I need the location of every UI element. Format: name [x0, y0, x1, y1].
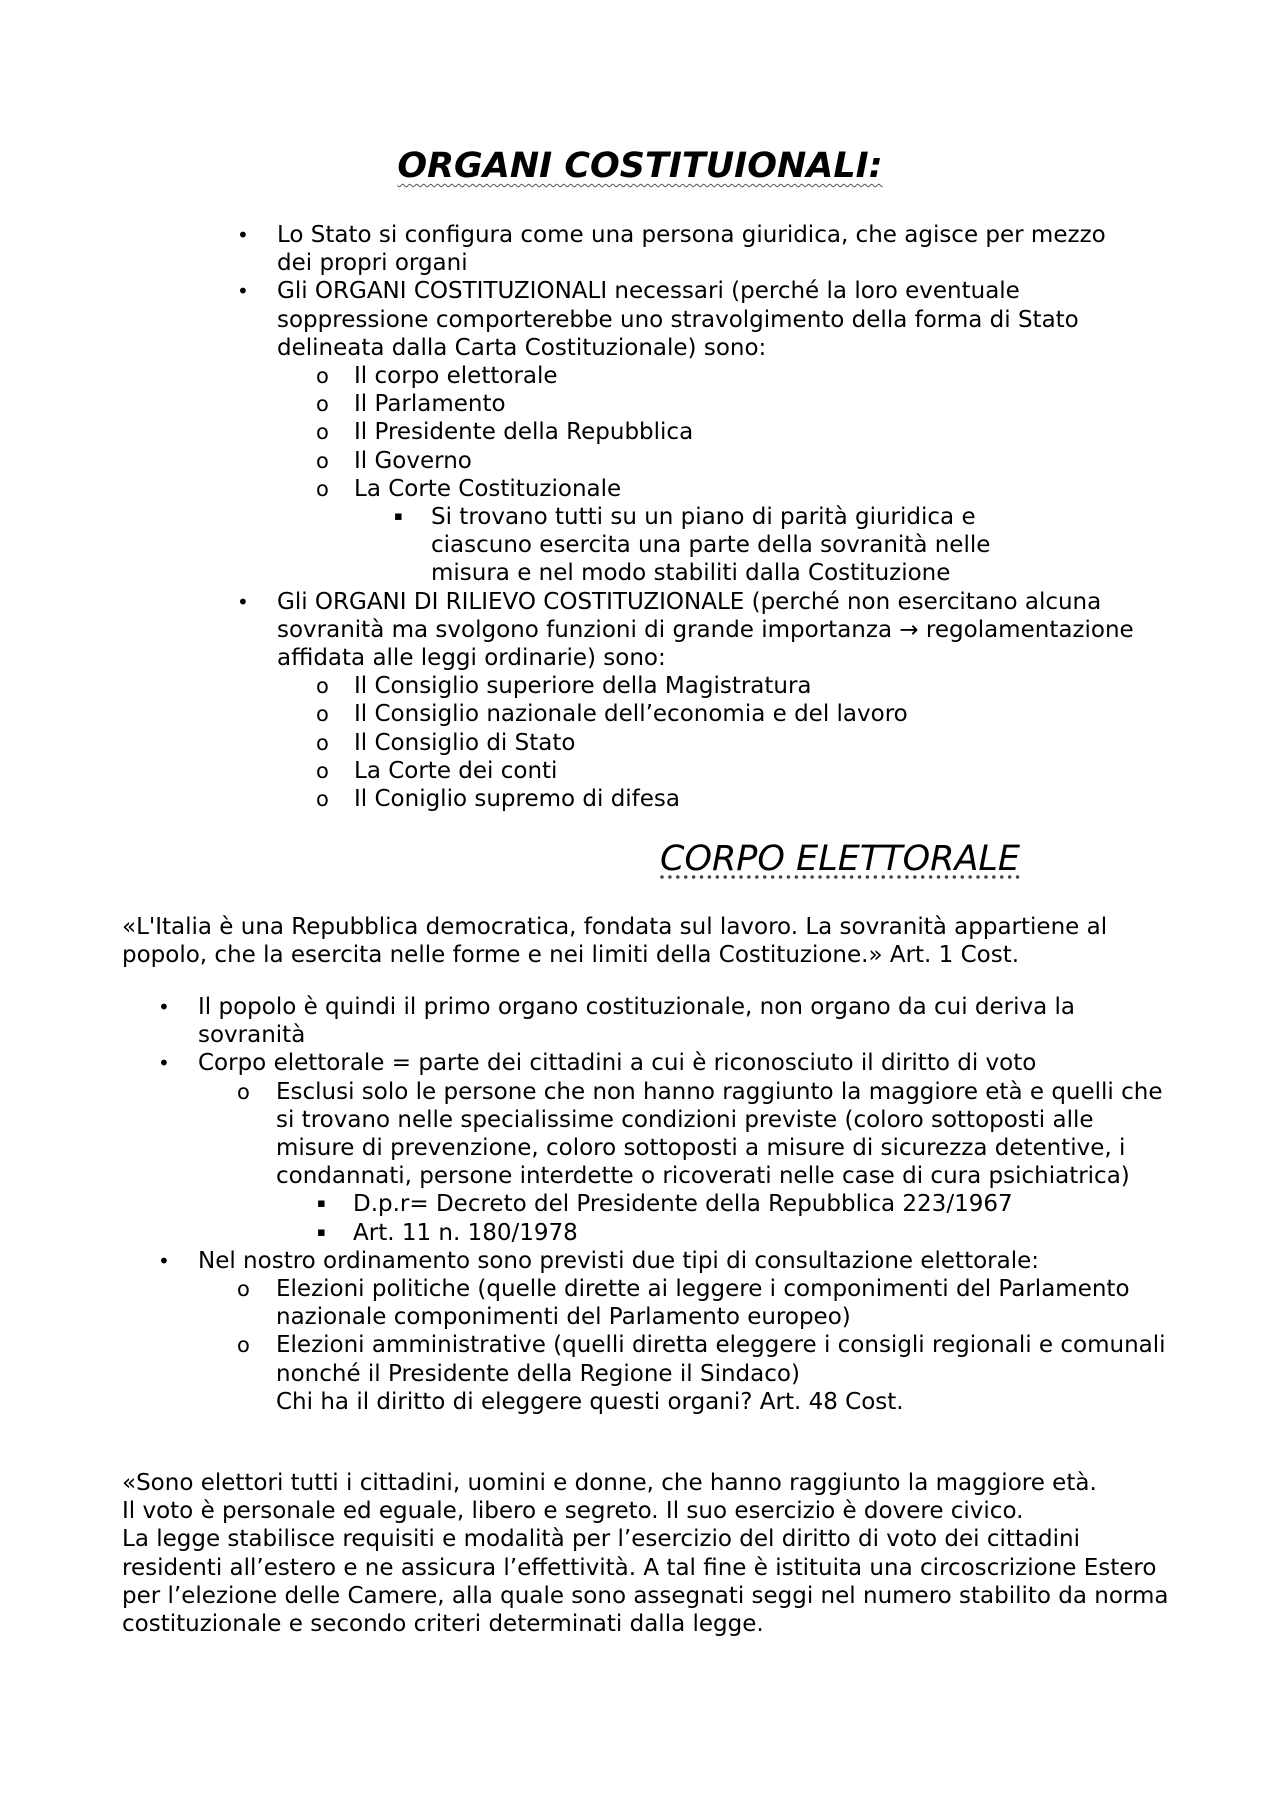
organ-name: Il Consiglio superiore della Magistratura — [354, 673, 812, 700]
bullet-circle-icon: o — [316, 730, 329, 755]
bullet-circle-icon: o — [237, 1333, 250, 1358]
sub-list-item — [237, 475, 1137, 503]
question-text: Chi ha il diritto di eleggere questi organi? Art. 48 Cost. — [276, 1388, 904, 1415]
sub-list-item — [158, 1078, 1178, 1191]
list-item-text: Il popolo è quindi il primo organo costituzionale, non organo da cui deriva la sovranità — [198, 994, 1076, 1049]
bullet-dot-icon: • — [158, 1248, 170, 1273]
bullet-dot-icon: • — [158, 995, 170, 1019]
list-item-text: Elezioni amministrative (quelli diretta eleggere i consigli regionali e comunali nonché il Presidente della Regione il Sindaco) — [276, 1332, 1166, 1387]
sub-list-item — [158, 1331, 1178, 1387]
bullet-circle-icon: o — [316, 364, 329, 389]
list-item — [158, 1049, 1178, 1077]
bullet-square-icon: ▪ — [317, 1196, 326, 1212]
quote-line: Il voto è personale ed eguale, libero e segreto. Il suo esercizio è dovere civico. — [122, 1498, 1024, 1525]
bullet-circle-icon: o — [316, 787, 329, 812]
organ-name: Il Presidente della Repubblica — [354, 419, 694, 446]
organ-name: La Corte dei conti — [354, 757, 558, 784]
sub-sub-list-item — [237, 503, 1071, 588]
organ-name: Il Consiglio di Stato — [354, 729, 576, 756]
bullet-square-icon: ▪ — [394, 509, 403, 525]
bullet-dot-icon: • — [158, 1051, 170, 1076]
list-item-text: Esclusi solo le persone che non hanno raggiunto la maggiore età e quelli che si trovano nelle specialissime condizioni previste (coloro sottoposti alle misure di prevenzione, coloro sottoposti a misure di sicurezza detentive, i condannati, persone interdette o ricoverati nelle case di cura psichiatrica) — [276, 1078, 1163, 1190]
list-item-text: Gli ORGANI DI RILIEVO COSTITUZIONALE (perché non esercitano alcuna sovranità ma svolgono funzioni di grande importanza → regolamentazione affidata alle leggi ordinarie) sono: — [277, 588, 1134, 672]
quote-line: «Sono elettori tutti i cittadini, uomini e donne, che hanno raggiunto la maggiore età. — [122, 1470, 1097, 1496]
bullet-circle-icon: o — [316, 674, 329, 699]
bullet-square-icon: ▪ — [317, 1224, 326, 1240]
reference-text: D.p.r= Decreto del Presidente della Repubblica 223/1967 — [353, 1191, 1013, 1218]
list-item — [237, 277, 1137, 362]
bullet-circle-icon: o — [316, 420, 329, 445]
bullet-circle-icon: o — [316, 476, 329, 501]
organ-name: Il Parlamento — [354, 391, 506, 418]
bullet-circle-icon: o — [237, 1277, 250, 1302]
list-item — [158, 993, 1178, 1049]
bullet-circle-icon: o — [316, 758, 329, 783]
sub-sub-list-item — [158, 1219, 1178, 1247]
sub-list-item — [158, 1275, 1178, 1331]
sub-list-item — [237, 700, 1137, 728]
list-item — [158, 1247, 1178, 1275]
bullet-dot-icon: • — [237, 589, 249, 614]
bullet-circle-icon: o — [316, 702, 329, 727]
organ-name: Il Consiglio nazionale dell’economia e del lavoro — [354, 701, 908, 728]
list-item — [237, 588, 1137, 673]
sub-list-item — [237, 390, 1137, 418]
sub-list-item — [237, 757, 1137, 785]
list-item-text: Gli ORGANI COSTITUZIONALI necessari (perché la loro eventuale soppressione comporterebbe uno stravolgimento della forma di Stato delineata dalla Carta Costituzionale) sono: — [277, 278, 1079, 361]
organ-name: Il Coniglio supremo di difesa — [354, 786, 681, 813]
list-item — [237, 221, 1137, 277]
bullet-circle-icon: o — [237, 1079, 250, 1104]
bullet-dot-icon: • — [237, 279, 249, 304]
section-title: CORPO ELETTORALE — [660, 839, 1020, 879]
sub-list-item — [237, 362, 1137, 390]
sub-list-item — [237, 672, 1137, 700]
sub-list-item — [237, 729, 1137, 757]
list-item-text: Corpo elettorale = parte dei cittadini a cui è riconosciuto il diritto di voto — [198, 1050, 1037, 1077]
list-item-text: Lo Stato si configura come una persona giuridica, che agisce per mezzo dei propri organi — [277, 222, 1106, 277]
organs-list — [237, 221, 1137, 813]
sub-list-item — [237, 785, 1137, 813]
sub-list-item — [237, 447, 1137, 475]
sub-list-item — [237, 418, 1137, 446]
quote-line: La legge stabilisce requisiti e modalità per l’esercizio del diritto di voto dei cittadini residenti all’estero e ne assicura l’effettività. A tal fine è istituita una circoscrizione Estero per l’elezione delle Camere, alla quale sono assegnati seggi nel numero stabilito da norma costituzionale e secondo criteri determinati dalla legge. — [122, 1526, 1169, 1638]
page-title: ORGANI COSTITUIONALI: — [397, 146, 883, 186]
quote-art-1 — [122, 913, 1172, 969]
list-item-text: Elezioni politiche (quelle dirette ai leggere i componimenti del Parlamento nazionale componimenti del Parlamento europeo) — [276, 1276, 1130, 1331]
bullet-circle-icon: o — [316, 392, 329, 417]
bullet-circle-icon: o — [316, 448, 329, 473]
quote-text: «L'Italia è una Repubblica democratica, fondata sul lavoro. La sovranità appartiene al popolo, che la esercita nelle forme e nei limiti della Costituzione.» Art. 1 Cost. — [122, 914, 1108, 969]
question-line — [158, 1388, 1178, 1416]
bullet-dot-icon: • — [237, 223, 249, 247]
organ-name: Il corpo elettorale — [354, 363, 558, 390]
quote-art-48 — [122, 1469, 1172, 1638]
electorate-list — [158, 993, 1178, 1416]
list-item-text: Si trovano tutti su un piano di parità giuridica e ciascuno esercita una parte della sovranità nelle misura e nel modo stabiliti dalla Costituzione — [431, 504, 991, 587]
reference-text: Art. 11 n. 180/1978 — [353, 1219, 578, 1246]
sub-sub-list-item — [158, 1190, 1178, 1218]
organ-name: Il Governo — [354, 447, 472, 474]
organ-name: La Corte Costituzionale — [354, 475, 622, 502]
list-item-text: Nel nostro ordinamento sono previsti due tipi di consultazione elettorale: — [198, 1247, 1039, 1274]
